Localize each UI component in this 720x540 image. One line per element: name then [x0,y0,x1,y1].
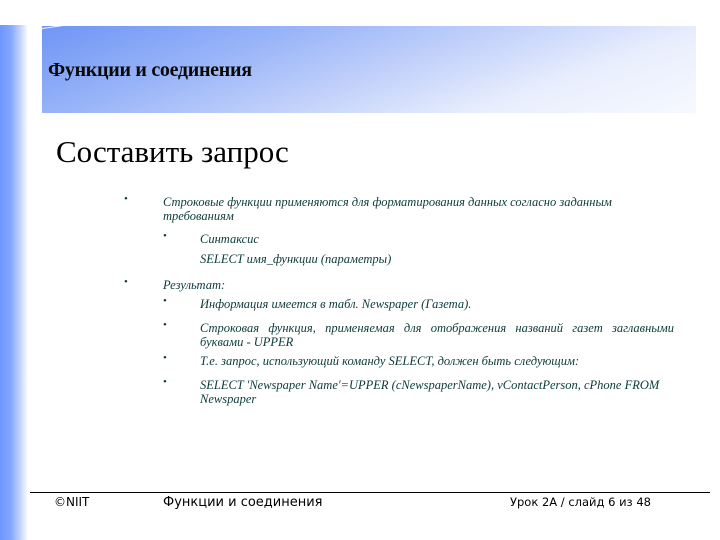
slide-title: Составить запрос [56,134,289,169]
bullet-icon: • [163,319,167,331]
bullet-2-sub-4-text: SELECT 'Newspaper Name'=UPPER (cNewspaperName), vContactPerson, cPhone FROM Newspaper [200,378,660,406]
bullet-2-sub-3-text: Т.е. запрос, использующий команду SELECT, должен быть следующим: [200,354,580,368]
header-banner [42,26,696,113]
bullet-icon: • [163,295,167,307]
footer-course-title: Функции и соединения [163,495,323,510]
bullet-2-sub-2-text: Строковая функция, применяемая для отображения названий газет заглавными буквами - UPPER [200,321,674,349]
bullet-2-text: Результат: [163,278,226,292]
bullet-1-text: Строковые функции применяются для форматирования данных согласно заданным требованиям [163,195,612,223]
footer-copyright: ©NIIT [54,495,90,509]
bullet-1-sub-2-text: SELECT имя_функции (параметры) [200,252,392,266]
bullet-2-sub-1-text: Информация имеется в табл. Newspaper (Газета). [200,297,472,311]
bullet-icon: • [124,276,128,288]
bullet-icon: • [163,376,167,388]
left-decorative-bar [0,25,28,540]
footer-slide-info: Урок 2A / слайд 6 из 48 [510,495,651,509]
bullet-icon: • [163,230,167,242]
bullet-icon: • [163,352,167,364]
bullet-1-sub-1-text: Синтаксис [200,232,259,246]
bullet-icon: • [124,193,128,205]
header-title: Функции и соединения [48,59,252,81]
footer-divider [30,492,710,493]
decorative-streak [42,26,121,29]
